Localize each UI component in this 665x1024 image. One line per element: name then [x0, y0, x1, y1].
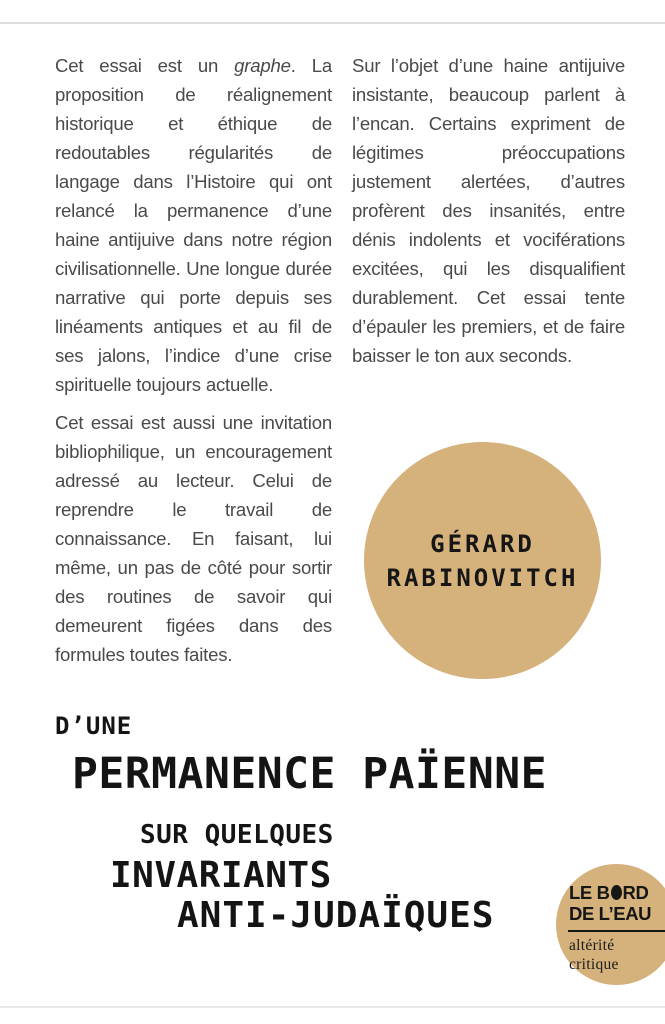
subtitle-line-anti-judaiques: ANTI-JUDAÏQUES	[177, 895, 495, 936]
p1-text-end: . La proposition de réalignement historique et éthique de redoutables régularités de langage dans l’Histoire qui ont relancé la permanence d’une haine antijuive dans notre région civilisationnelle. Une longue durée narrative qui porte depuis ses linéaments antiques et au fil de ses jalons, l’indice d’une crise spirituelle toujours actuelle.	[55, 55, 333, 395]
collection-word-1: altérité	[569, 937, 615, 954]
title-line-permanence-paienne: PERMANENCE PAÏENNE	[72, 749, 547, 799]
publisher-divider-rule	[568, 930, 665, 932]
top-rule	[0, 22, 665, 24]
publisher-name	[569, 882, 651, 924]
subtitle-line-invariants: INVARIANTS	[110, 855, 332, 896]
title-line-dune: D’UNE	[55, 712, 133, 740]
publisher-collection	[569, 937, 619, 974]
filled-o-glyph	[611, 885, 622, 900]
author-badge-circle	[364, 442, 601, 679]
publisher-name-line1-end: RD	[622, 882, 649, 903]
publisher-name-line2: DE L’EAU	[569, 903, 652, 924]
subtitle-line-sur-quelques: SUR QUELQUES	[140, 820, 334, 850]
left-paragraph-1	[55, 51, 332, 399]
author-first-name: GÉRARD	[430, 529, 535, 558]
left-paragraph-2: Cet essai est aussi une invitation bibliophilique, un encouragement adressé au lecteur. Celui de reprendre le travail de connaissance. En faisant, lui même, un pas de côté pour sortir des routines de savoir qui demeurent figées dans des formules toutes faites.	[55, 412, 332, 665]
right-text-column	[352, 51, 625, 379]
right-paragraph-1: Sur l’objet d’une haine antijuive insistante, beaucoup parlent à l’encan. Certains expriment de légitimes préoccupations justement alertées, d’autres profèrent des insanités, entre dénis indolents et vociférations excitées, qui les disqualifient durablement. Cet essai tente d’épauler les premiers, et de faire baisser le ton aux seconds.	[352, 55, 625, 366]
publisher-badge-circle	[556, 864, 665, 985]
p1-italic-word: graphe	[234, 55, 291, 76]
p1-text-start: Cet essai est un	[55, 55, 235, 76]
publisher-name-line1-start: LE B	[569, 882, 610, 903]
left-text-column	[55, 51, 332, 678]
author-last-name: RABINOVITCH	[386, 563, 579, 592]
collection-word-2: critique	[569, 955, 619, 973]
bottom-rule	[0, 1006, 665, 1008]
